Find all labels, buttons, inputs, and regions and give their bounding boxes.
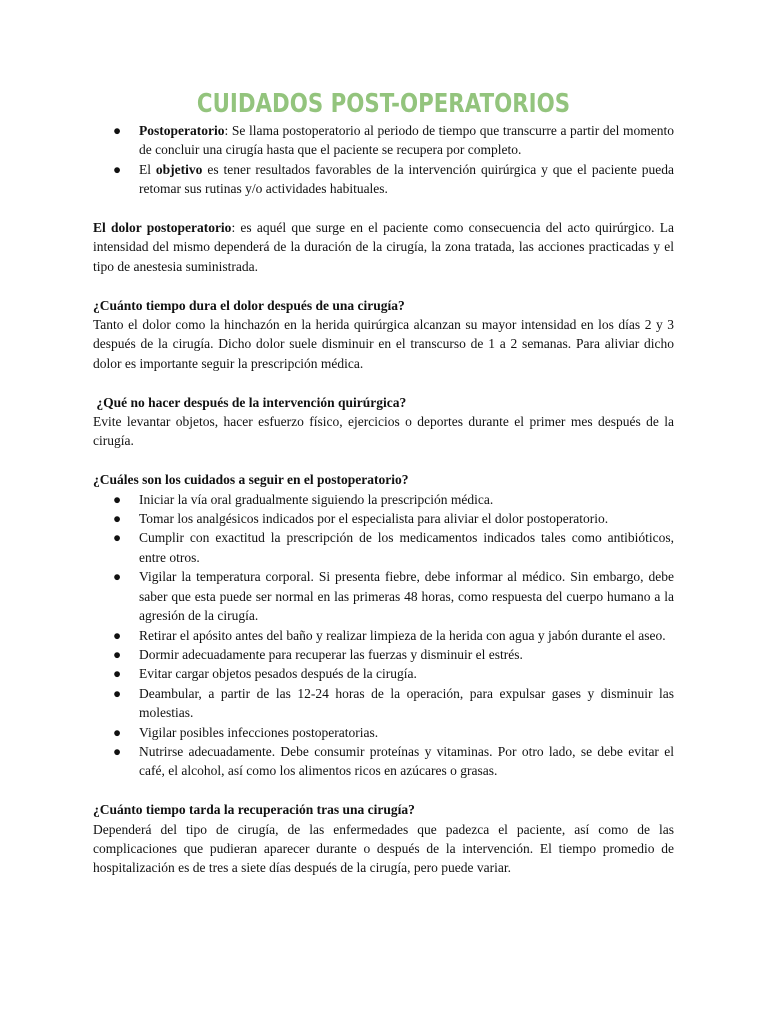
section-heading: ¿Cuánto tiempo dura el dolor después de una cirugía?	[93, 297, 405, 313]
intro-list	[93, 121, 674, 199]
bullet-icon: ●	[113, 530, 122, 546]
list-item: ● Retirar el apósito antes del baño y realizar limpieza de la herida con agua y jabón durante el aseo.	[93, 626, 674, 645]
page-title: CUIDADOS POST-OPERATORIOS	[196, 89, 571, 119]
list-item: ● Dormir adecuadamente para recuperar las fuerzas y disminuir el estrés.	[93, 645, 674, 664]
bullet-icon: ●	[113, 743, 122, 759]
bullet-icon: ●	[113, 724, 122, 740]
document-page	[93, 88, 674, 878]
list-item: ● Tomar los analgésicos indicados por el especialista para aliviar el dolor postoperatorio.	[93, 509, 674, 528]
bullet-icon: ●	[113, 491, 122, 507]
dolor-label: El dolor postoperatorio	[93, 220, 232, 236]
recovery-heading: ¿Cuánto tiempo tarda la recuperación tras una cirugía?	[93, 802, 415, 818]
list-item	[93, 121, 674, 160]
bullet-icon: ●	[113, 161, 122, 177]
dolor-paragraph	[93, 218, 674, 276]
list-item: ● Deambular, a partir de las 12-24 horas de la operación, para expulsar gases y disminuir las molestias.	[113, 685, 674, 721]
bullet-icon: ●	[113, 666, 122, 682]
list-item: ● Cumplir con exactitud la prescripción de los medicamentos indicados tales como antibióticos, entre otros.	[113, 530, 674, 565]
care-heading: ¿Cuáles son los cuidados a seguir en el postoperatorio?	[93, 472, 409, 488]
section-paragraph: Evite levantar objetos, hacer esfuerzo físico, ejercicios o deportes durante el primer mes después de la cirugía.	[93, 414, 674, 449]
prefix-text: El	[139, 161, 156, 177]
dolor-text: : es aquél que surge en el paciente como consecuencia del acto quirúrgico. La intensidad del mismo dependerá de la duración de la cirugía, la zona tratada, las acciones practicadas y el tipo de anestesia suministrada.	[93, 220, 674, 274]
definition-text: : Se llama postoperatorio al periodo de tiempo que transcurre a partir del momento de concluir una cirugía hasta que el paciente se recupera por completo.	[139, 123, 674, 158]
list-item: ● Nutrirse adecuadamente. Debe consumir proteínas y vitaminas. Por otro lado, se debe evitar el café, el alcohol, así como los alimentos ricos en azúcares o grasas.	[113, 743, 674, 779]
definition-text: es tener resultados favorables de la intervención quirúrgica y que el paciente pueda retomar sus rutinas y/o actividades habituales.	[139, 161, 674, 197]
care-list	[93, 490, 674, 781]
term-postoperatorio: Postoperatorio	[139, 123, 225, 138]
list-item: ● Vigilar posibles infecciones postoperatorias.	[93, 723, 674, 742]
term-objetivo: objetivo	[155, 161, 203, 177]
bullet-icon: ●	[113, 123, 122, 138]
bullet-icon: ●	[113, 627, 122, 643]
section-heading: ¿Qué no hacer después de la intervención quirúrgica?	[93, 394, 407, 410]
recovery-paragraph: Dependerá del tipo de cirugía, de las enfermedades que padezca el paciente, así como de las complicaciones que pudieran aparecer durante o después de la intervención. El tiempo promedio de hospitalización es de tres a siete días después de la cirugía, pero puede variar.	[93, 821, 674, 876]
list-item: ● Vigilar la temperatura corporal. Si presenta fiebre, debe informar al médico. Sin embargo, debe saber que esta puede ser normal en las primeras 48 horas, como respuesta del cuerpo humano a la agresión de la cirugía.	[113, 569, 674, 624]
list-item	[93, 160, 674, 199]
bullet-icon: ●	[113, 511, 122, 527]
section-paragraph: Tanto el dolor como la hinchazón en la herida quirúrgica alcanzan su mayor intensidad en los días 2 y 3 después de la cirugía. Dicho dolor suele disminuir en el transcurso de 1 a 2 semanas. Para aliviar dicho dolor es importante seguir la prescripción médica.	[93, 317, 674, 371]
bullet-icon: ●	[113, 646, 122, 662]
list-item: ● Evitar cargar objetos pesados después de la cirugía.	[93, 664, 674, 683]
bullet-icon: ●	[113, 569, 122, 585]
list-item: ● Iniciar la vía oral gradualmente siguiendo la prescripción médica.	[93, 490, 674, 509]
bullet-icon: ●	[113, 685, 122, 701]
